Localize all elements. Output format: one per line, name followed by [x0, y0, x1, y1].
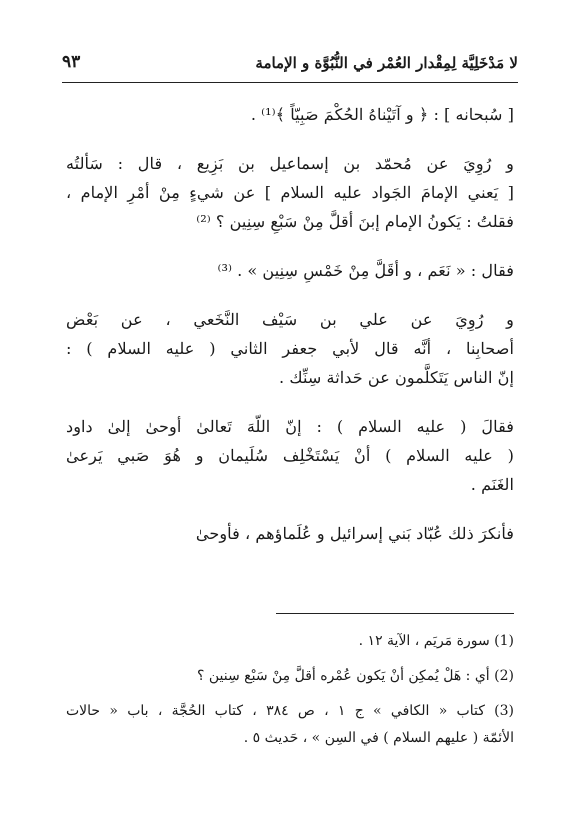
body-line: فقال : « نَعَم ، و أقَلَّ مِنْ خَمْسِ سِنِين » . ⁽³⁾: [217, 261, 514, 280]
page-number: ٩٣: [62, 52, 81, 72]
body-line: و رُوِيَ عن مُحمّد بن إسماعيل بن بَزِيع ، قال : سَألتُه: [66, 154, 514, 173]
body-line: [ سُبحانه ] : ﴿ و آتَيْناهُ الحُكْمَ صَبِيّاً ﴾⁽¹⁾ .: [250, 105, 514, 124]
body-line: إنّ الناس يَتَكلَّمون عن حَداثة سِنِّك .: [279, 368, 514, 387]
page-header: [62, 48, 518, 83]
footnote: (3) كتاب « الكافي » ج ١ ، ص ٣٨٤ ، كتاب الحُجَّة ، باب « حالات: [66, 703, 514, 719]
body-line: فقلتُ : يَكونُ الإمام إبنَ أقلَّ مِنْ سَبْعِ سِنِين ؟ ⁽²⁾: [196, 212, 514, 231]
footnote: الأئمّة ( عليهم السلام ) في السِن » ، حَديث ٥ .: [243, 730, 514, 746]
running-title: لا مَدْخَلِيَّة لِمِقْدار العُمْر في النُّبُوَّة و الإمامة: [255, 54, 518, 72]
body-line: فقالَ ( عليه السلام ) : إنّ اللّهَ تَعالىٰ أوحىٰ إلىٰ داود: [66, 417, 514, 436]
footnote: (2) أي : هَلْ يُمكِن أنْ يَكون عُمْره أقلَّ مِنْ سَبْع سِنين ؟: [196, 668, 514, 684]
body-line: أصحابِنا ، أنَّه قال لأبي جعفر الثاني ( عليه السلام ) :: [66, 339, 514, 358]
body-line: [ يَعني الإمامَ الجَواد عليه السلام ] عن شيءٍ مِنْ أمْرِ الإمام ،: [66, 183, 514, 202]
body-line: الغَنَم .: [470, 475, 514, 494]
body-line: و رُوِيَ عن علي بن سَيْف النَّخَعي ، عن بَعْض: [66, 310, 514, 329]
footnote: (1) سورة مَريَم ، الآية ١٢ .: [358, 633, 514, 649]
body-line: ( عليه السلام ) أنْ يَسْتَخْلِف سُلَيمان و هُوَ صَبي يَرعىٰ: [66, 446, 514, 465]
body-line: فأنكرَ ذلك عُبّاد بَني إسرائيل و عُلَماؤهم ، فأوحىٰ: [195, 524, 514, 543]
body-text: [66, 100, 514, 548]
footnote-separator: [276, 613, 514, 614]
footnotes: [66, 628, 514, 752]
